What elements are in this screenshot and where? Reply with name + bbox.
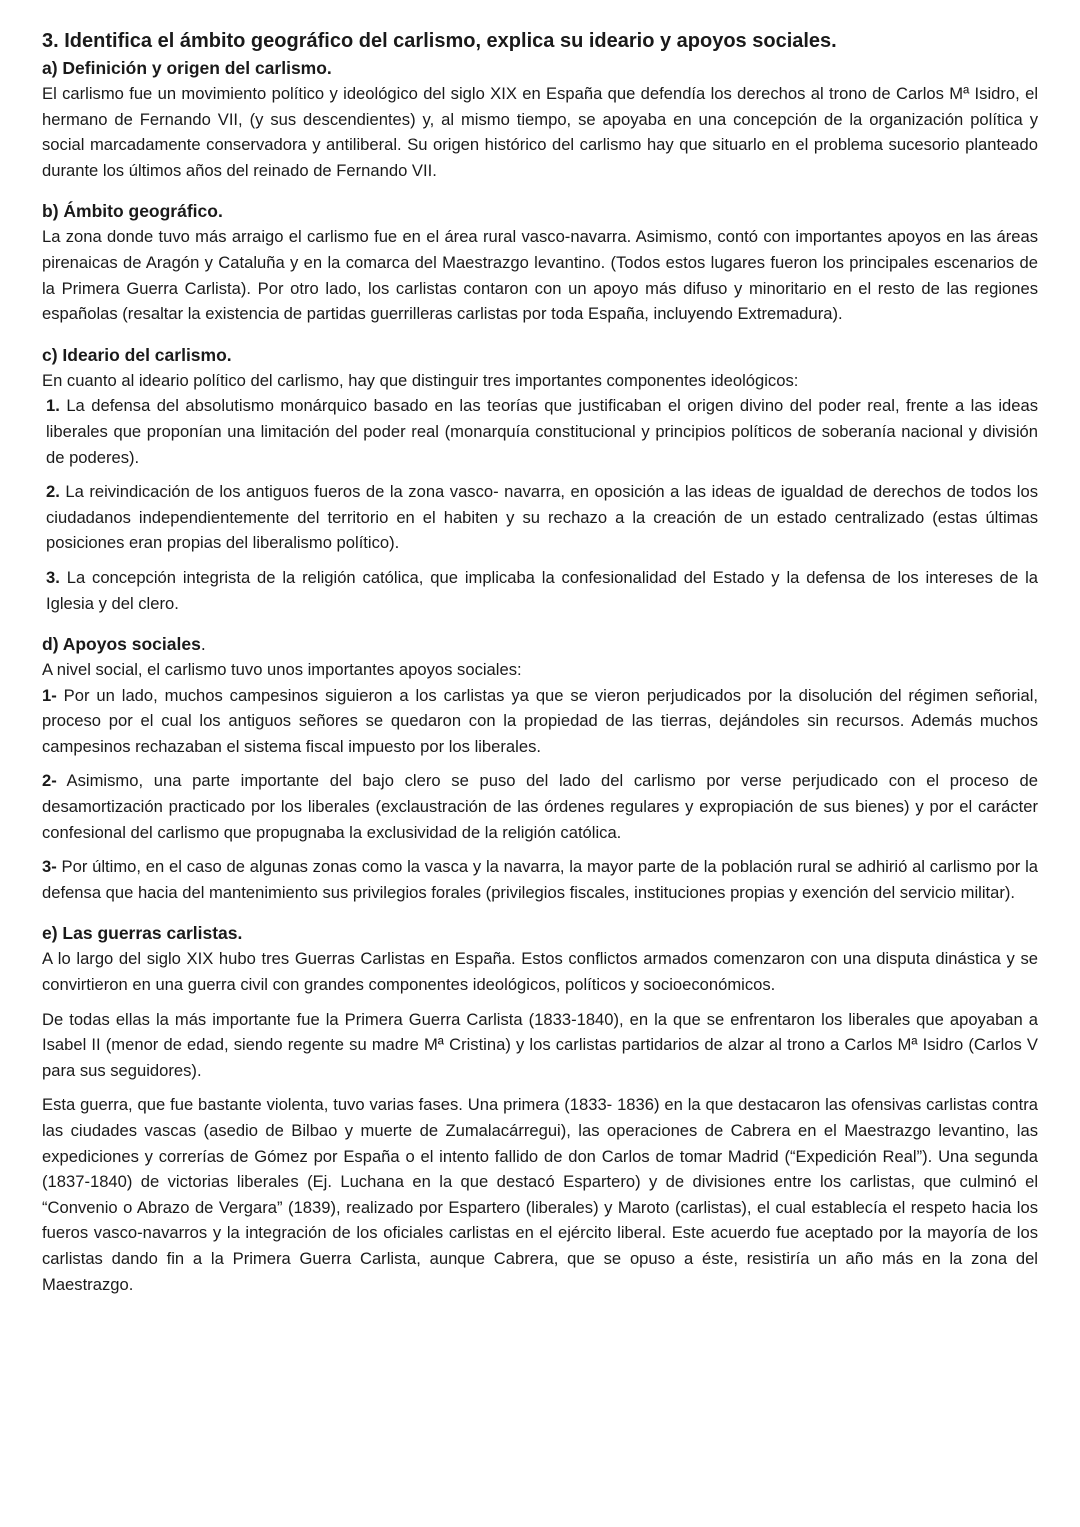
list-item-text: La concepción integrista de la religión católica, que implicaba la confesionalidad del Estado y la defensa de los intereses de la Iglesia y del clero. [46, 567, 1038, 613]
list-item-number: 1. [46, 396, 60, 416]
list-item-apoyos-2 [42, 768, 1038, 845]
list-item-ideario-1 [42, 393, 1038, 470]
paragraph-guerras-3: Esta guerra, que fue bastante violenta, tuvo varias fases. Una primera (1833- 1836) en la que destacaron las ofensivas carlistas contra las ciudades vascas (asedio de Bilbao y muerte de Zumalacárregui), las operaciones de Cabrera en el Maestrazgo levantino, las expediciones y correrías de Gómez por España o el intento fallido de don Carlos de tomar Madrid (“Expedición Real”). Una segunda (1837-1840) de victorias liberales (Ej. Luchana en la que destacó Espartero) y de divisiones entre los carlistas, que culminó el “Convenio o Abrazo de Vergara” (1839), realizado por Espartero (liberales) y Maroto (carlistas), el cual establecía el respeto hacia los fueros vasco-navarros y la integración de los oficiales carlistas en el ejército liberal. Este acuerdo fue aceptado por la mayoría de los carlistas dando fin a la Primera Guerra Carlista, aunque Cabrera, que se opuso a éste, resistiría un año más en la zona del Maestrazgo. [42, 1095, 1038, 1294]
section-heading-apoyos-text: d) Apoyos sociales [42, 634, 201, 655]
section-heading-apoyos [42, 632, 1038, 657]
paragraph-guerras-2: De todas ellas la más importante fue la Primera Guerra Carlista (1833-1840), en la que se enfrentaron los liberales que apoyaban a Isabel II (menor de edad, siendo regente su madre Mª Cristina) y los carlistas partidarios de alzar al trono a Carlos Mª Isidro (Carlos V para sus seguidores). [42, 1009, 1038, 1080]
paragraph-apoyos-intro: A nivel social, el carlismo tuvo unos importantes apoyos sociales: [42, 660, 522, 680]
section-heading-apoyos-period: . [200, 634, 206, 655]
list-item-ideario-2 [42, 479, 1038, 556]
paragraph-ideario-intro: En cuanto al ideario político del carlismo, hay que distinguir tres importantes componentes ideológicos: [42, 370, 799, 390]
list-item-text: Por un lado, muchos campesinos siguieron a los carlistas ya que se vieron perjudicados por la disolución del régimen señorial, proceso por el cual los antiguos señores se quedaron con la propiedad de las tierras, dejándoles sin recursos. Además muchos campesinos rechazaban el sistema fiscal impuesto por los liberales. [42, 685, 1038, 756]
list-item-text: Asimismo, una parte importante del bajo clero se puso del lado del carlismo por verse perjudicado con el proceso de desamortización practicado por los liberales (exclaustración de las órdenes regulares y expropiación de sus bienes) y por el carácter confesional del carlismo que propugnaba la exclusividad de la religión católica. [42, 771, 1038, 842]
paragraph-ambito: La zona donde tuvo más arraigo el carlismo fue en el área rural vasco-navarra. Asimismo, contó con importantes apoyos en las áreas pirenaicas de Aragón y Cataluña y en la comarca del Maestrazgo levantino. (Todos estos lugares fueron los principales escenarios de la Primera Guerra Carlista). Por otro lado, los carlistas contaron con un apoyo más difuso y minoritario en el resto de las regiones españolas (resaltar la existencia de partidas guerrilleras carlistas por toda España, incluyendo Extremadura). [42, 227, 1038, 324]
paragraph-definicion: El carlismo fue un movimiento político y ideológico del siglo XIX en España que defendía los derechos al trono de Carlos Mª Isidro, el hermano de Fernando VII, (y sus descendientes) y, al mismo tiempo, se apoyaba en una concepción de la organización política y social marcadamente conservadora y antiliberal. Su origen histórico del carlismo hay que situarlo en el problema sucesorio planteado durante los últimos años del reinado de Fernando VII. [42, 84, 1038, 180]
paragraph-guerras-1: A lo largo del siglo XIX hubo tres Guerras Carlistas en España. Estos conflictos armados comenzaron con una disputa dinástica y se convirtieron en una guerra civil con grandes componentes ideológicos, políticos y socioeconómicos. [42, 949, 1038, 995]
section-heading-ideario: c) Ideario del carlismo. [42, 344, 232, 365]
list-item-ideario-3 [42, 565, 1038, 616]
section-heading-definicion: a) Definición y origen del carlismo. [42, 58, 332, 78]
section-heading-guerras: e) Las guerras carlistas. [42, 923, 243, 944]
list-item-text: La reivindicación de los antiguos fueros de la zona vasco- navarra, en oposición a las ideas de igualdad de derechos de todos los ciudadanos independientemente del territorio en el habiten y su rechazo a la creación de un estado centralizado (estas últimas posiciones eran propias del liberalismo político). [46, 482, 1038, 553]
list-item-apoyos-1 [42, 683, 1038, 760]
list-item-number: 3- [42, 857, 57, 877]
list-item-apoyos-3 [42, 854, 1038, 905]
list-item-text: La defensa del absolutismo monárquico basado en las teorías que justificaban el origen divino del poder real, frente a las ideas liberales que proponían una limitación del poder real (monarquía constitucional y principios políticos de soberanía nacional y división de poderes). [46, 396, 1038, 467]
document-title: 3. Identifica el ámbito geográfico del carlismo, explica su ideario y apoyos sociales. [42, 30, 837, 52]
list-item-number: 2. [46, 482, 60, 502]
list-item-text: Por último, en el caso de algunas zonas como la vasca y la navarra, la mayor parte de la población rural se adhirió al carlismo por la defensa que hacia del mantenimiento sus privilegios forales (privilegios fiscales, instituciones propias y exención del servicio militar). [42, 857, 1038, 902]
list-item-number: 3. [46, 567, 60, 587]
list-item-number: 1- [42, 685, 57, 705]
section-heading-ambito: b) Ámbito geográfico. [42, 201, 223, 222]
list-item-number: 2- [42, 771, 57, 791]
